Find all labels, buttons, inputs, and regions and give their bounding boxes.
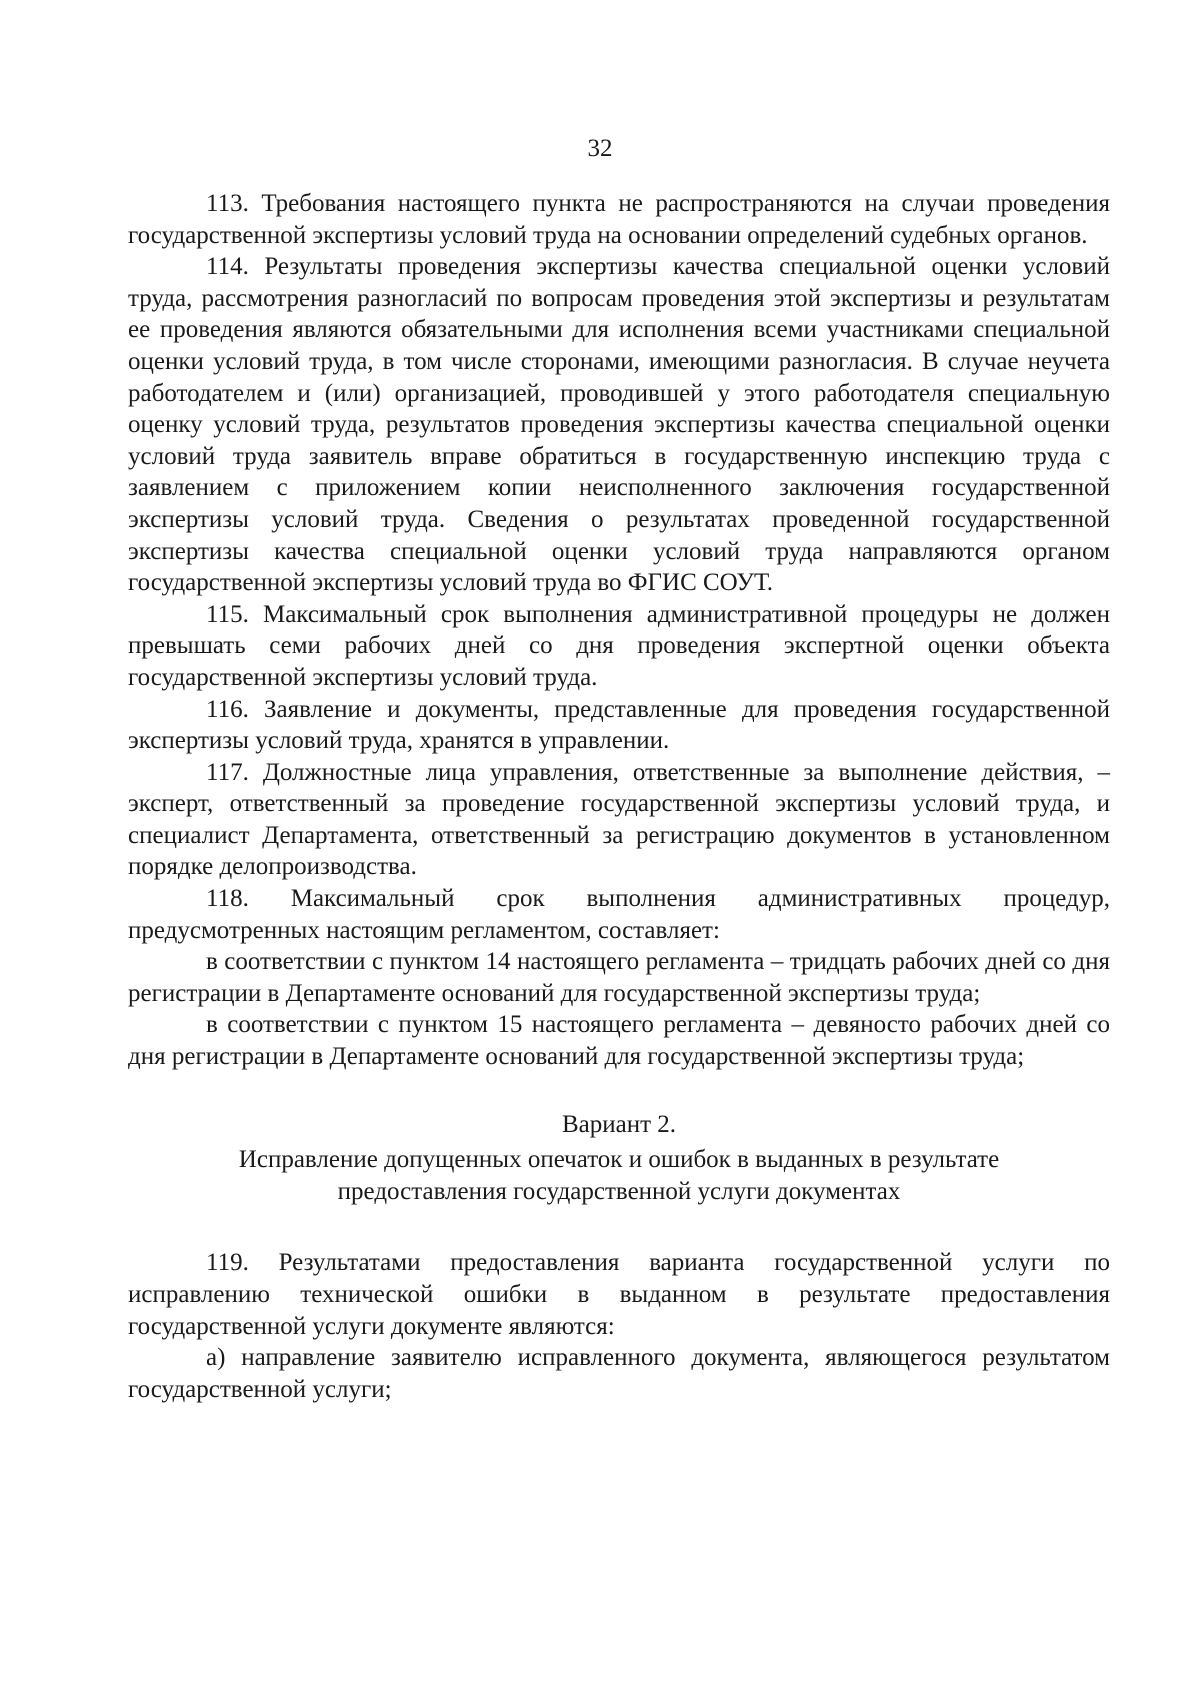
paragraph-117: 117. Должностные лица управления, ответственные за выполнение действия, – эксперт, ответственный за проведение государственной экспертизы условий труда, и специалист Департамента, ответственный за регистрацию документов в установленном порядке делопроизводства. [128,758,1110,881]
paragraph-119-item-a: а) направление заявителю исправленного документа, являющегося результатом государственной услуги; [128,1344,1110,1403]
paragraph-119: 119. Результатами предоставления варианта государственной услуги по исправлению технической ошибки в выданном в результате предоставления государственной услуги документе являются: [128,1249,1110,1340]
section-title: Исправление допущенных опечаток и ошибок в выданных в результате предоставления государственной услуги документах [238,1146,1000,1205]
paragraph-118-item-1: в соответствии с пунктом 14 настоящего регламента – тридцать рабочих дней со дня регистрации в Департаменте оснований для государственной экспертизы труда; [128,948,1110,1007]
paragraph-118-item-2: в соответствии с пунктом 15 настоящего регламента – девяносто рабочих дней со дня регистрации в Департаменте оснований для государственной экспертизы труда; [128,1011,1110,1071]
paragraph-118: 118. Максимальный срок выполнения административных процедур, предусмотренных настоящим регламентом, составляет: [128,885,1110,944]
document-body [128,188,1110,1405]
page-number: 32 [587,135,613,162]
paragraph-116: 116. Заявление и документы, представленные для проведения государственной экспертизы условий труда, хранятся в управлении. [128,695,1110,755]
paragraph-114: 114. Результаты проведения экспертизы качества специальной оценки условий труда, рассмотрения разногласий по вопросам проведения этой экспертизы и результатам ее проведения являются обязательными для исполнения всеми участниками специальной оценки условий труда, в том числе сторонами, имеющими разногласия. В случае неучета работодателем и (или) организацией, проводившей у этого работодателя специальную оценку условий труда, результатов проведения экспертизы качества специальной оценки условий труда заявитель вправе обратиться в государственную инспекцию труда с заявлением с приложением копии неисполненного заключения государственной экспертизы условий труда. Сведения о результатах проведенной государственной экспертизы качества специальной оценки условий труда направляются органом государственной экспертизы условий труда во ФГИС СОУТ. [128,253,1110,597]
paragraph-115: 115. Максимальный срок выполнения административной процедуры не должен превышать семи рабочих дней со дня проведения экспертной оценки объекта государственной экспертизы условий труда. [128,600,1110,691]
section-variant-heading: Вариант 2. [561,1110,677,1138]
paragraph-113: 113. Требования настоящего пункта не распространяются на случаи проведения государственной экспертизы условий труда на основании определений судебных органов. [128,190,1110,249]
